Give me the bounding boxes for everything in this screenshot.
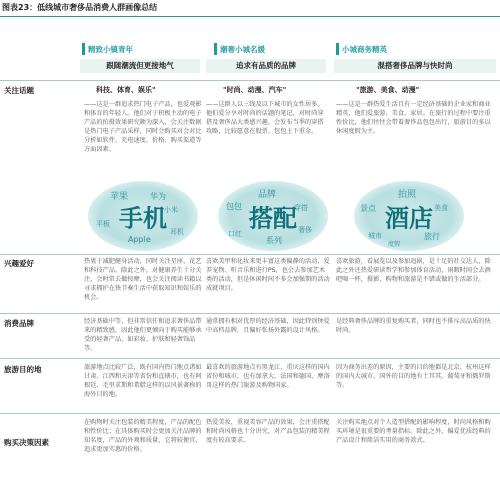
hobbies-cell-1: 热衷于减肥健身活动，同时关注星座、花艺和科技产品。除此之外，对健康养生十分关注，会时常去做按摩，也会关注阅读书籍以寻求拥护在快节奏生活中获取知识和娱乐的机会。 <box>84 258 202 301</box>
cloud-word: 度假 <box>388 241 401 248</box>
hobbies-cell-3: 喜欢旅游，看展览以及参加追剧，是十足的社交达人，除此之外还热爱研读哲学和参加体育活动，闲暇时间会去酒吧喝一杯，摄影，购物和旅游是不错或做的生活部分。 <box>336 258 491 283</box>
column-head-2 <box>214 43 349 55</box>
column-head-3 <box>336 43 471 55</box>
column-head-accent <box>82 43 85 55</box>
cloud-word: 华为 <box>150 192 166 201</box>
figure-title-bar <box>0 0 500 16</box>
row-label-decision: 购买决策因素 <box>4 438 49 447</box>
cloud-keyword: 酒店 <box>385 204 433 233</box>
cloud-word: 品牌 <box>258 190 277 200</box>
cloud-word: 平板 <box>96 220 110 228</box>
cloud-word: 拍照 <box>398 190 417 200</box>
topic-highlight-3: "旅游、美食、动漫" <box>356 86 420 94</box>
column-head-label: 小城商务精英 <box>342 45 387 54</box>
hobbies-cell-2: 喜欢美甲和化妆来更丰富这类偏静的活动，爱养宠物、听音乐和进行PS，也会去参加艺术类的活动，但是休闲时间不多会加强期的活动成就项目。 <box>206 258 330 292</box>
cloud-word: 景点 <box>360 204 376 213</box>
cloud-word: 美食 <box>434 204 448 212</box>
column-subhead-1: 跟随潮流但更接地气 <box>80 59 200 73</box>
cloud-word: 包包 <box>226 202 242 211</box>
cloud-word: Apple <box>128 235 151 244</box>
brands-cell-2: 通常拥有相对优厚的经济基础，因此特别钟爱中高档品牌，且偏好张扬外露的设计风格。 <box>206 318 330 334</box>
word-cloud-2 <box>218 181 328 251</box>
row-divider <box>0 313 500 314</box>
decision-cell-2: 热爱美妆，重视美容产品的效果，会注重搭配和时尚风格也十分讲究，对产品包装的精美程度有较高要求。 <box>206 419 330 444</box>
topic-text-3: ——这是一群热爱生活且有一定经济基础的企业家和商业精英，他们爱旅游、美食、家居。在旅行的过程中要注重性价比，他们往往会带着奢侈品包包出行，旅游目的多以休闲度假为主。 <box>336 101 491 135</box>
brands-cell-3: 是经典奢侈品牌的重复购买者，同时也不排斥高品质的快时尚。 <box>336 318 491 334</box>
row-divider <box>0 358 500 359</box>
row-divider <box>0 413 500 414</box>
column-subhead-2: 追求有品质的品牌 <box>206 59 326 73</box>
cloud-word: 苹果 <box>110 192 129 202</box>
row-divider <box>0 254 500 255</box>
cloud-word: 穿搭 <box>294 204 308 212</box>
column-subhead-3: 混搭奢侈品牌与快时尚 <box>334 59 496 73</box>
cloud-word: 城市 <box>368 232 382 240</box>
cloud-word: 耳机 <box>170 228 184 236</box>
decision-cell-3: 关注购买地点对个人造型搭配的影响程度，时尚风格和购买环境是很重要的考量指标。除此之外，偏爱优质经典的产品设计和简洁实用的商务款式。 <box>336 419 491 444</box>
decision-cell-1: 在购物时关注包装的精美程度，产品的配色和性价比；在具体购买时会更加关注品牌的知名度，产品的外观和质量，它将较便宜，追求更加实惠的价格。 <box>84 419 202 453</box>
travel-cell-2: 最喜欢的旅游地点有黑龙江、重庆这样的国内省份和城市，也有加拿大、法国和德国、摩洛哥这样的热门旅游及购物国家。 <box>206 364 330 389</box>
cloud-word: 奢侈 <box>298 226 312 234</box>
cloud-keyword: 搭配 <box>249 204 297 233</box>
column-head-label: 潮奢小城名媛 <box>220 45 265 54</box>
travel-cell-1: 旅游地点比较广泛，既有国内热门地点诸如甘肃、江西和天津等省份和直辖市，也有阿根廷、毛里求斯和希腊这样的以风景著称的海外目的地。 <box>84 364 202 398</box>
figure-title: 图表23：低线城市奢侈品消费人群画像总结 <box>2 3 158 12</box>
topic-text-2: ——这群人以三线及以下城市的女性居多。他们爱分享对时尚的话题的笔记，对时尚穿搭及奢侈品大类感兴趣，会发布当季的穿搭攻略，比较愿意在股票、包包上下重金。 <box>206 101 324 135</box>
column-head-1 <box>82 43 217 55</box>
row-label-travel: 旅游目的地 <box>4 365 42 374</box>
column-head-label: 精致小镇青年 <box>88 45 133 54</box>
row-label-brands: 消费品牌 <box>4 319 34 328</box>
row-divider <box>0 80 500 81</box>
topic-text-1: ——这是一群追求热门电子产品，也爱观影和体育的年轻人。他们对于积极主动的电子产品的拍摄效果研究颇为深入，会关注数据是热门电子产品采样，同时会购买对会对比分析如软件、充电速度、价格、购买渠道等方面因素。 <box>84 101 202 153</box>
cloud-word: 旅行 <box>424 232 440 241</box>
column-head-accent <box>336 43 339 55</box>
row-label-hobbies: 兴趣爱好 <box>4 259 34 268</box>
brands-cell-1: 经济基础中等，但非常信任和追求奢侈品带来的精致感，因此他们更倾向于购买能够承受的轻奢产品，如彩妆、护肤和轻奢饰品等。 <box>84 318 202 352</box>
row-label-topics: 关注话题 <box>4 86 34 95</box>
cloud-word: 小米 <box>164 206 178 214</box>
word-cloud-1 <box>88 181 198 251</box>
column-head-accent <box>214 43 217 55</box>
cloud-word: 口红 <box>228 230 242 238</box>
title-divider <box>0 16 500 17</box>
topic-highlight-2: "时尚、动漫、汽车" <box>223 86 287 94</box>
travel-cell-3: 因为商务出差的原因，主要的目的地都是北京、杭州这样的国内大城市。国外的目的地有土耳其、葡萄牙和俄罗斯等。 <box>336 364 491 389</box>
cloud-keyword: 手机 <box>119 204 167 233</box>
cloud-word: 系列 <box>266 236 282 245</box>
word-cloud-3 <box>354 181 464 251</box>
topic-highlight-1: 科技、体育、娱乐" <box>96 86 156 94</box>
